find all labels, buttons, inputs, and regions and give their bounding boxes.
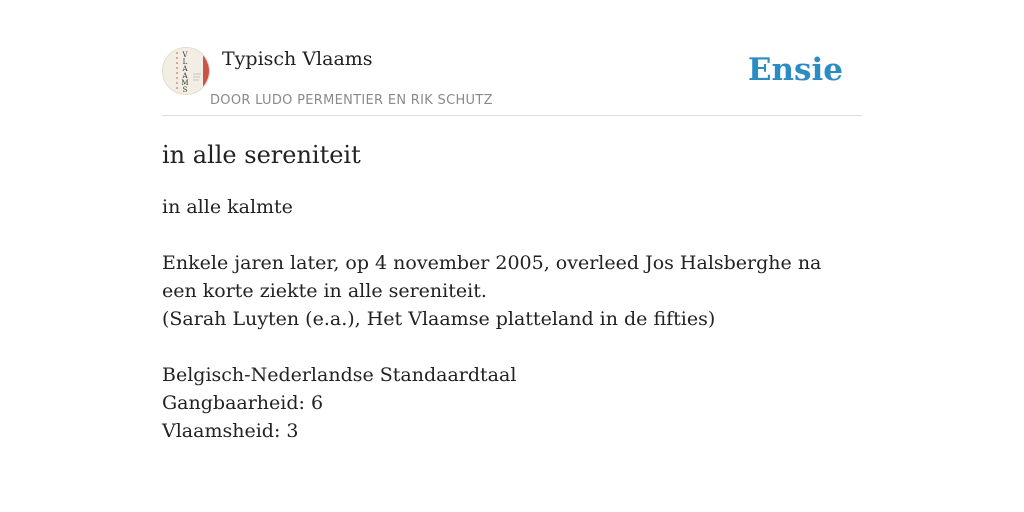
paragraph-spacer [162, 333, 862, 361]
cover-letter: A [182, 72, 188, 80]
book-cover-image [163, 48, 209, 94]
book-authors: DOOR LUDO PERMENTIER EN RIK SCHUTZ [210, 93, 493, 108]
book-cover-icon[interactable] [162, 47, 210, 95]
cover-letter: A [182, 65, 188, 73]
cover-letter: V [182, 51, 188, 59]
entry-term: in alle sereniteit [162, 141, 361, 169]
entry-body [162, 193, 862, 445]
entry-gangbaarheid: Gangbaarheid: 6 [162, 392, 324, 414]
cover-letter: M [181, 79, 189, 87]
entry-example-source: (Sarah Luyten (e.a.), Het Vlaamse platteland in de fifties) [162, 308, 716, 330]
dictionary-entry [162, 139, 862, 445]
cover-letter: L [182, 58, 188, 66]
book-title-link[interactable]: Typisch Vlaams [222, 48, 373, 70]
entry-language-variant: Belgisch-Nederlandse Standaardtaal [162, 364, 517, 386]
paragraph-spacer [162, 221, 862, 249]
entry-vlaamsheid: Vlaamsheid: 3 [162, 420, 299, 442]
book-header [162, 44, 862, 116]
entry-definition: in alle kalmte [162, 196, 293, 218]
cover-letter: S [182, 86, 188, 94]
ensie-logo-link[interactable]: Ensie [747, 52, 843, 88]
entry-example-sentence: Enkele jaren later, op 4 november 2005, overleed Jos Halsberghe na een korte ziekte in alle sereniteit. [162, 252, 822, 302]
